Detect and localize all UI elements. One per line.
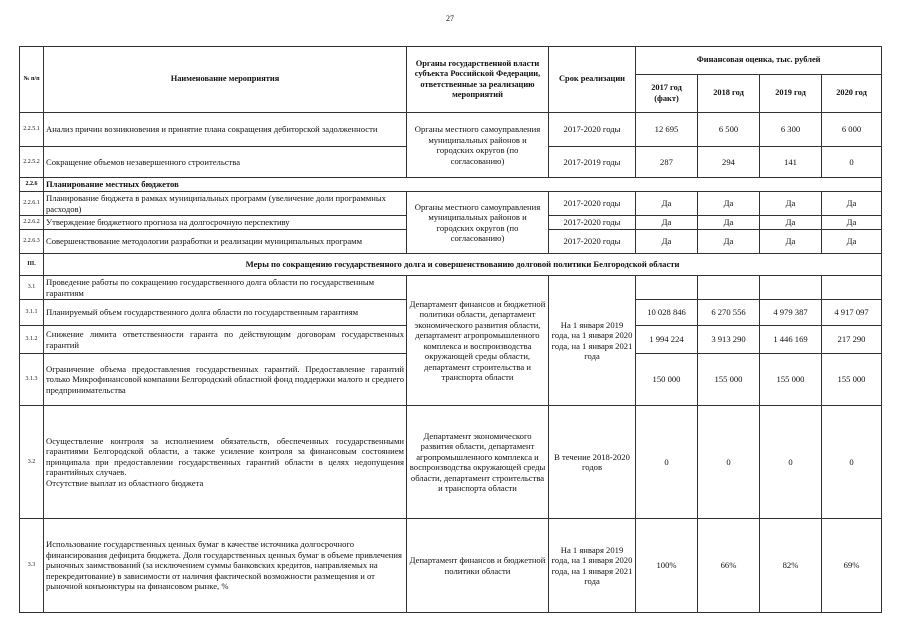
value-2019: 6 300: [760, 113, 822, 147]
table-row: [20, 178, 882, 192]
value-2019: 155 000: [760, 354, 822, 406]
value-2017: 12 695: [636, 113, 698, 147]
value-2020: 155 000: [822, 354, 882, 406]
table-row: [20, 406, 882, 519]
row-name: Планируемый объем государственного долга области по государственным гарантиям: [44, 300, 407, 326]
row-organ: Департамент экономического развития области, департамент агропромышленного комплекса и воспроизводства окружающей среды области, департамент строительства и транспорта области: [407, 406, 549, 519]
value-2018: [698, 276, 760, 300]
header-name: Наименование мероприятия: [44, 47, 407, 113]
row-num: 2.2.5.2: [20, 147, 44, 178]
row-name: Совершенствование методологии разработки и реализации муниципальных программ: [44, 230, 407, 254]
row-name-text: Осуществление контроля за исполнением обязательств, обеспеченных государственными гарантиями Белгородской области, а также усиление контроля за финансовым состоянием принципала при предоставлении государственных гарантий области в целях недопущения гарантийных случаев.: [46, 435, 404, 478]
value-2017: 1 994 224: [636, 326, 698, 354]
row-num: 2.2.6: [20, 178, 44, 192]
row-term: 2017-2020 годы: [549, 192, 636, 216]
header-term: Срок реализации: [549, 47, 636, 113]
header-2019: 2019 год: [760, 75, 822, 113]
row-num: 3.1.2: [20, 326, 44, 354]
row-name: Проведение работы по сокращению государственного долга области по государственным гарантиям: [44, 276, 407, 300]
row-term: На 1 января 2019 года, на 1 января 2020 года, на 1 января 2021 года: [549, 519, 636, 613]
table-row: [20, 276, 882, 300]
row-organ: Органы местного самоуправления муниципальных районов и городских округов (по согласованию): [407, 113, 549, 178]
section-title: Меры по сокращению государственного долга и совершенствованию долговой политики Белгородской области: [44, 254, 882, 276]
value-2020: 4 917 097: [822, 300, 882, 326]
row-term: 2017-2020 годы: [549, 113, 636, 147]
value-2019: 1 446 169: [760, 326, 822, 354]
row-name: Использование государственных ценных бумаг в качестве источника долгосрочного финансирования дефицита бюджета. Доля государственных ценных бумаг в объеме привлечения рыночных заимствований (за исключением суммы банковских кредитов, направляемых на перекредитование) в зависимости от наличия фактической возможности размещения и от рыночной конъюнктуры на финансовом рынке, %: [44, 519, 407, 613]
value-2018: Да: [698, 192, 760, 216]
row-term: 2017-2019 годы: [549, 147, 636, 178]
header-num: № п/п: [20, 47, 44, 113]
value-2019: Да: [760, 192, 822, 216]
row-num: 2.2.6.3: [20, 230, 44, 254]
value-2019: Да: [760, 216, 822, 230]
value-2020: 217 290: [822, 326, 882, 354]
value-2018: 6 270 556: [698, 300, 760, 326]
row-num: 3.1.1: [20, 300, 44, 326]
value-2020: 69%: [822, 519, 882, 613]
value-2017: 10 028 846: [636, 300, 698, 326]
header-2017: 2017 год (факт): [636, 75, 698, 113]
value-2019: 4 979 387: [760, 300, 822, 326]
table-row: [20, 113, 882, 147]
value-2020: [822, 276, 882, 300]
row-num: 3.3: [20, 519, 44, 613]
value-2017: 150 000: [636, 354, 698, 406]
row-organ: Органы местного самоуправления муниципальных районов и городских округов (по согласованию): [407, 192, 549, 254]
row-num: III.: [20, 254, 44, 276]
page-number: 27: [446, 14, 454, 23]
row-name: Ограничение объема предоставления государственных гарантий. Предоставление гарантий только Микрофинансовой компании Белгородский областной фонд поддержки малого и среднего предпринимательства: [44, 354, 407, 406]
header-2018: 2018 год: [698, 75, 760, 113]
row-num: 2.2.6.2: [20, 216, 44, 230]
row-num: 2.2.6.1: [20, 192, 44, 216]
row-term: 2017-2020 годы: [549, 230, 636, 254]
value-2017: Да: [636, 192, 698, 216]
value-2018: 0: [698, 406, 760, 519]
subsection-title: Планирование местных бюджетов: [44, 178, 882, 192]
table-row: [20, 519, 882, 613]
table-row: [20, 192, 882, 216]
value-2017: Да: [636, 216, 698, 230]
value-2019: [760, 276, 822, 300]
value-2018: Да: [698, 216, 760, 230]
row-num: 3.1.3: [20, 354, 44, 406]
value-2018: Да: [698, 230, 760, 254]
row-num: 2.2.5.1: [20, 113, 44, 147]
value-2020: 0: [822, 147, 882, 178]
row-num: 3.1: [20, 276, 44, 300]
value-2017: 100%: [636, 519, 698, 613]
value-2017: [636, 276, 698, 300]
value-2018: 3 913 290: [698, 326, 760, 354]
value-2018: 66%: [698, 519, 760, 613]
row-organ: Департамент финансов и бюджетной политики области, департамент экономического развития области, департамент агропромышленного комплекса и воспроизводства окружающей среды области, департамент строительства и транспорта области: [407, 276, 549, 406]
row-organ: Департамент финансов и бюджетной политики области: [407, 519, 549, 613]
value-2018: 294: [698, 147, 760, 178]
header-finance: Финансовая оценка, тыс. рублей: [636, 47, 882, 75]
row-num: 3.2: [20, 406, 44, 519]
value-2017: 0: [636, 406, 698, 519]
row-name: Планирование бюджета в рамках муниципальных программ (увеличение доли программных расходов): [44, 192, 407, 216]
value-2020: Да: [822, 192, 882, 216]
value-2017: Да: [636, 230, 698, 254]
row-name: Снижение лимита ответственности гаранта по действующим договорам государственных гарантий: [44, 326, 407, 354]
value-2018: 155 000: [698, 354, 760, 406]
row-name: Анализ причин возникновения и принятие плана сокращения дебиторской задолженности: [44, 113, 407, 147]
row-name: Сокращение объемов незавершенного строительства: [44, 147, 407, 178]
value-2018: 6 500: [698, 113, 760, 147]
value-2017: 287: [636, 147, 698, 178]
header-2020: 2020 год: [822, 75, 882, 113]
header-organs: Органы государственной власти субъекта Российской Федерации, ответственные за реализацию мероприятий: [407, 47, 549, 113]
value-2020: 6 000: [822, 113, 882, 147]
value-2019: 141: [760, 147, 822, 178]
value-2019: Да: [760, 230, 822, 254]
row-name: [44, 406, 407, 519]
table-row: [20, 254, 882, 276]
row-term: В течение 2018-2020 годов: [549, 406, 636, 519]
row-name-note: Отсутствие выплат из областного бюджета: [46, 477, 204, 488]
row-term: 2017-2020 годы: [549, 216, 636, 230]
value-2020: Да: [822, 230, 882, 254]
value-2020: 0: [822, 406, 882, 519]
value-2019: 0: [760, 406, 822, 519]
value-2020: Да: [822, 216, 882, 230]
measures-table: [19, 46, 882, 613]
value-2019: 82%: [760, 519, 822, 613]
row-term: На 1 января 2019 года, на 1 января 2020 года, на 1 января 2021 года: [549, 276, 636, 406]
row-name: Утверждение бюджетного прогноза на долгосрочную перспективу: [44, 216, 407, 230]
